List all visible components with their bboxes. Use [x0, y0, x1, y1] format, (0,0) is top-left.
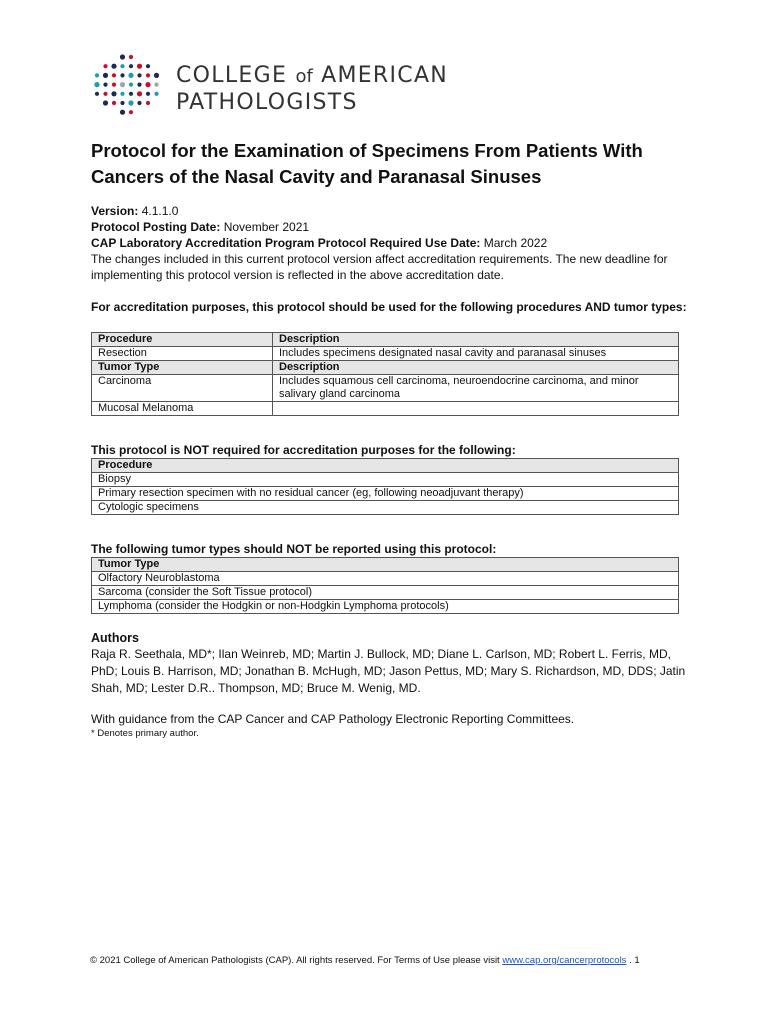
authors-heading: Authors [91, 631, 139, 645]
logo-dot [112, 73, 116, 77]
table-row [92, 572, 679, 586]
table-row [92, 375, 679, 402]
table-row [92, 347, 679, 361]
logo-dot [137, 91, 142, 96]
logo-american: AMERICAN [321, 63, 449, 88]
logo-dot [137, 73, 141, 77]
logo-dot [103, 73, 108, 78]
logo-dot [95, 92, 99, 96]
logo-dot [129, 55, 133, 59]
logo-college: COLLEGE [176, 63, 288, 88]
logo-dot [120, 54, 125, 59]
cap-date-label: CAP Laboratory Accreditation Program Protocol Required Use Date: [91, 236, 481, 250]
table-header-row [92, 333, 679, 347]
table-header-row [92, 361, 679, 375]
logo-wordmark [176, 63, 448, 116]
table-cell: Lymphoma (consider the Hodgkin or non-Hodgkin Lymphoma protocols) [92, 600, 679, 614]
cancer-protocols-link[interactable]: www.cap.org/cancerprotocols [502, 955, 627, 966]
logo-dot [129, 64, 133, 68]
table-cell: Includes squamous cell carcinoma, neuroendocrine carcinoma, and minor salivary gland carcinoma [273, 375, 679, 402]
logo-dot [120, 82, 125, 87]
logo-dot [120, 101, 124, 105]
logo-dot [103, 64, 107, 68]
table-header-row [92, 459, 679, 473]
table-cell: Carcinoma [92, 375, 273, 402]
table-row [92, 402, 679, 416]
guidance-text: With guidance from the CAP Cancer and CAP Pathology Electronic Reporting Committees. [91, 712, 575, 726]
logo-dot [94, 82, 99, 87]
logo-pathologists: PATHOLOGISTS [176, 90, 358, 115]
table-row [92, 586, 679, 600]
logo-dot [137, 64, 142, 69]
table-row [92, 487, 679, 501]
page-title: Protocol for the Examination of Specimens From Patients With Cancers of the Nasal Cavity and Paranasal Sinuses [91, 140, 643, 187]
logo-dot [112, 101, 116, 105]
table-cell: Sarcoma (consider the Soft Tissue protocol) [92, 586, 679, 600]
version-value: 4.1.1.0 [141, 204, 179, 218]
table-cell: Biopsy [92, 473, 679, 487]
table-cell: Includes specimens designated nasal cavity and paranasal sinuses [273, 347, 679, 361]
logo-dot [120, 73, 124, 77]
copyright-text: © 2021 College of American Pathologists (CAP). All rights reserved. For Terms of Use please visit [90, 955, 500, 966]
description-header: Description [273, 361, 679, 375]
table-cell: Resection [92, 347, 273, 361]
logo-dot [111, 91, 116, 96]
accreditation-heading: For accreditation purposes, this protocol should be used for the following procedures AND tumor types: [91, 300, 687, 314]
cap-logo [92, 52, 492, 122]
logo-dot [120, 92, 124, 96]
logo-dot [154, 83, 158, 87]
primary-author-footnote: * Denotes primary author. [91, 728, 199, 739]
logo-dot [129, 110, 133, 114]
page-footer [90, 955, 690, 966]
procedure-header: Procedure [92, 333, 273, 347]
tumor-type-header: Tumor Type [92, 558, 679, 572]
logo-dot [154, 73, 159, 78]
logo-dot [103, 100, 108, 105]
cap-date-value: March 2022 [483, 236, 548, 250]
logo-dot [146, 73, 150, 77]
logo-dot [137, 101, 141, 105]
version-label: Version: [91, 204, 139, 218]
posting-date-value: November 2021 [223, 220, 310, 234]
logo-dot [129, 92, 133, 96]
authors-list: Raja R. Seethala, MD*; Ilan Weinreb, MD; Martin J. Bullock, MD; Diane L. Carlson, MD; Robert L. Ferris, MD, PhD; Louis B. Harrison, MD; Jonathan B. McHugh, MD; Jason Pettus, MD; Mary S. Richardson, MD, DDS; Jatin Shah, MD; Lester D.R.. Thompson, MD; Bruce M. Wenig, MD. [91, 647, 686, 695]
table-cell: Olfactory Neuroblastoma [92, 572, 679, 586]
table-row [92, 473, 679, 487]
logo-dot [111, 64, 116, 69]
logo-dot [154, 92, 158, 96]
version-note: The changes included in this current protocol version affect accreditation requirements. The new deadline for implementing this protocol version is reflected in the above accreditation date. [91, 252, 668, 282]
logo-dot [128, 73, 133, 78]
logo-dot [137, 83, 141, 87]
page-number: . 1 [629, 955, 640, 966]
table-header-row [92, 558, 679, 572]
table-row [92, 600, 679, 614]
not-required-table [91, 458, 679, 515]
accreditation-table [91, 332, 679, 416]
logo-dot [112, 83, 116, 87]
tumor-type-header: Tumor Type [92, 361, 273, 375]
table-cell: Cytologic specimens [92, 501, 679, 515]
logo-dot [146, 101, 150, 105]
logo-dot [145, 82, 150, 87]
logo-dot [146, 92, 150, 96]
logo-dot [103, 92, 107, 96]
description-header: Description [273, 333, 679, 347]
not-reported-heading: The following tumor types should NOT be reported using this protocol: [91, 542, 497, 556]
dot-grid-icon [92, 52, 164, 118]
logo-dot [120, 110, 125, 115]
table-cell: Mucosal Melanoma [92, 402, 273, 416]
logo-dot [129, 83, 133, 87]
not-required-heading: This protocol is NOT required for accreditation purposes for the following: [91, 443, 516, 457]
logo-dot [95, 73, 99, 77]
table-cell [273, 402, 679, 416]
procedure-header: Procedure [92, 459, 679, 473]
logo-dot [146, 64, 150, 68]
logo-dot [120, 64, 124, 68]
logo-of: of [295, 66, 313, 87]
protocol-meta [91, 203, 691, 283]
table-cell: Primary resection specimen with no residual cancer (eg, following neoadjuvant therapy) [92, 487, 679, 501]
logo-dot [103, 83, 107, 87]
not-reported-table [91, 557, 679, 614]
logo-dot [128, 100, 133, 105]
posting-date-label: Protocol Posting Date: [91, 220, 221, 234]
table-row [92, 501, 679, 515]
